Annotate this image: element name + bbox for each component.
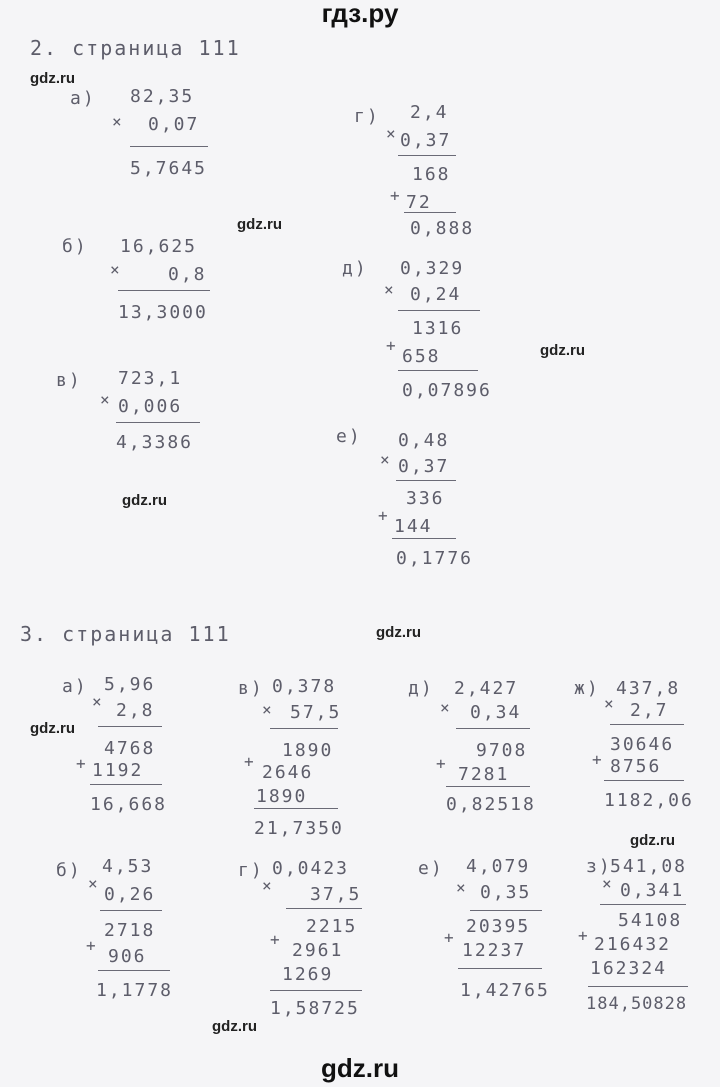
- partial-product: 1269: [282, 964, 334, 985]
- underline: [90, 784, 162, 785]
- problem-letter: б): [62, 236, 88, 257]
- partial-product: 9708: [476, 740, 528, 761]
- underline: [98, 726, 162, 727]
- underline: [604, 780, 684, 781]
- factor-1: 541,08: [610, 856, 688, 877]
- factor-1: 82,35: [130, 86, 195, 107]
- underline: [116, 422, 200, 423]
- underline: [458, 968, 542, 969]
- multiply-sign: ×: [440, 698, 450, 717]
- plus-sign: +: [578, 926, 588, 945]
- multiply-sign: ×: [100, 390, 110, 409]
- plus-sign: +: [76, 754, 86, 773]
- multiply-sign: ×: [110, 260, 120, 279]
- partial-product: 658: [402, 346, 441, 367]
- watermark: gdz.ru: [212, 1018, 257, 1035]
- underline: [398, 310, 480, 311]
- factor-1: 16,625: [120, 236, 198, 257]
- underline: [456, 728, 530, 729]
- underline: [610, 724, 684, 725]
- product: 5,7645: [130, 158, 208, 179]
- site-header: гдз.ру: [321, 0, 399, 28]
- underline: [254, 808, 338, 809]
- problem-letter: б): [56, 860, 82, 881]
- problem-letter: в): [56, 370, 82, 391]
- underline: [446, 786, 530, 787]
- problem-letter: е): [336, 426, 362, 447]
- partial-product: 2646: [262, 762, 314, 783]
- partial-product: 906: [108, 946, 147, 967]
- factor-1: 437,8: [616, 678, 681, 699]
- task2-header: 2. страница 111: [30, 36, 241, 60]
- watermark: gdz.ru: [237, 216, 282, 233]
- plus-sign: +: [436, 754, 446, 773]
- underline: [118, 290, 210, 291]
- product: 0,888: [410, 218, 475, 239]
- partial-product: 1192: [92, 760, 144, 781]
- partial-product: 4768: [104, 738, 156, 759]
- product: 13,3000: [118, 302, 208, 323]
- product: 1,58725: [270, 998, 360, 1019]
- underline: [396, 480, 456, 481]
- plus-sign: +: [444, 928, 454, 947]
- multiply-sign: ×: [456, 878, 466, 897]
- partial-product: 12237: [462, 940, 527, 961]
- problem-letter: е): [418, 858, 444, 879]
- partial-product: 72: [406, 192, 432, 213]
- plus-sign: +: [86, 936, 96, 955]
- product: 21,7350: [254, 818, 344, 839]
- factor-1: 0,378: [272, 676, 337, 697]
- factor-1: 0,0423: [272, 858, 350, 879]
- factor-2: 0,24: [410, 284, 462, 305]
- factor-1: 2,427: [454, 678, 519, 699]
- partial-product: 216432: [594, 934, 672, 955]
- multiply-sign: ×: [386, 124, 396, 143]
- problem-letter: д): [408, 678, 434, 699]
- partial-product: 1890: [282, 740, 334, 761]
- multiply-sign: ×: [92, 692, 102, 711]
- factor-2: 0,8: [168, 264, 207, 285]
- partial-product: 20395: [466, 916, 531, 937]
- multiply-sign: ×: [380, 450, 390, 469]
- product: 1,42765: [460, 980, 550, 1001]
- watermark: gdz.ru: [540, 342, 585, 359]
- partial-product: 54108: [618, 910, 683, 931]
- plus-sign: +: [244, 752, 254, 771]
- product: 1,1778: [96, 980, 174, 1001]
- watermark: gdz.ru: [122, 492, 167, 509]
- factor-2: 57,5: [290, 702, 342, 723]
- underline: [398, 155, 456, 156]
- product: 1182,06: [604, 790, 694, 811]
- underline: [588, 986, 688, 987]
- underline: [470, 910, 542, 911]
- partial-product: 1316: [412, 318, 464, 339]
- factor-1: 5,96: [104, 674, 156, 695]
- problem-letter: з): [586, 856, 612, 877]
- partial-product: 7281: [458, 764, 510, 785]
- multiply-sign: ×: [112, 112, 122, 131]
- partial-product: 1890: [256, 786, 308, 807]
- underline: [286, 908, 362, 909]
- underline: [100, 910, 162, 911]
- problem-letter: ж): [574, 678, 600, 699]
- watermark: gdz.ru: [376, 624, 421, 641]
- problem-letter: а): [70, 88, 96, 109]
- plus-sign: +: [386, 336, 396, 355]
- partial-product: 336: [406, 488, 445, 509]
- underline: [404, 212, 456, 213]
- problem-letter: в): [238, 678, 264, 699]
- partial-product: 168: [412, 164, 451, 185]
- plus-sign: +: [390, 186, 400, 205]
- plus-sign: +: [378, 506, 388, 525]
- problem-letter: г): [354, 106, 380, 127]
- factor-2: 2,7: [630, 700, 669, 721]
- partial-product: 162324: [590, 958, 668, 979]
- product: 0,82518: [446, 794, 536, 815]
- partial-product: 2961: [292, 940, 344, 961]
- multiply-sign: ×: [262, 876, 272, 895]
- task3-header: 3. страница 111: [20, 622, 231, 646]
- factor-1: 4,079: [466, 856, 531, 877]
- factor-2: 0,35: [480, 882, 532, 903]
- partial-product: 30646: [610, 734, 675, 755]
- site-footer: gdz.ru: [321, 1053, 399, 1083]
- factor-2: 0,006: [118, 396, 183, 417]
- factor-2: 0,37: [400, 130, 452, 151]
- partial-product: 2215: [306, 916, 358, 937]
- factor-2: 0,341: [620, 880, 685, 901]
- plus-sign: +: [270, 930, 280, 949]
- underline: [130, 146, 208, 147]
- product: 184,50828: [586, 994, 688, 1014]
- factor-2: 0,34: [470, 702, 522, 723]
- partial-product: 2718: [104, 920, 156, 941]
- product: 0,1776: [396, 548, 474, 569]
- underline: [98, 970, 170, 971]
- factor-2: 37,5: [310, 884, 362, 905]
- factor-2: 0,37: [398, 456, 450, 477]
- partial-product: 144: [394, 516, 433, 537]
- problem-letter: д): [342, 258, 368, 279]
- factor-1: 723,1: [118, 368, 183, 389]
- plus-sign: +: [592, 750, 602, 769]
- multiply-sign: ×: [602, 874, 612, 893]
- watermark: gdz.ru: [30, 720, 75, 737]
- factor-1: 0,329: [400, 258, 465, 279]
- partial-product: 8756: [610, 756, 662, 777]
- multiply-sign: ×: [604, 694, 614, 713]
- product: 4,3386: [116, 432, 194, 453]
- underline: [270, 990, 362, 991]
- underline: [398, 370, 478, 371]
- underline: [600, 904, 686, 905]
- multiply-sign: ×: [384, 280, 394, 299]
- problem-letter: г): [238, 860, 264, 881]
- underline: [392, 538, 456, 539]
- watermark: gdz.ru: [30, 70, 75, 87]
- watermark: gdz.ru: [630, 832, 675, 849]
- factor-2: 0,26: [104, 884, 156, 905]
- product: 16,668: [90, 794, 168, 815]
- factor-1: 0,48: [398, 430, 450, 451]
- factor-1: 2,4: [410, 102, 449, 123]
- factor-1: 4,53: [102, 856, 154, 877]
- problem-letter: а): [62, 676, 88, 697]
- multiply-sign: ×: [262, 700, 272, 719]
- product: 0,07896: [402, 380, 492, 401]
- underline: [270, 728, 338, 729]
- factor-2: 2,8: [116, 700, 155, 721]
- factor-2: 0,07: [148, 114, 200, 135]
- multiply-sign: ×: [88, 874, 98, 893]
